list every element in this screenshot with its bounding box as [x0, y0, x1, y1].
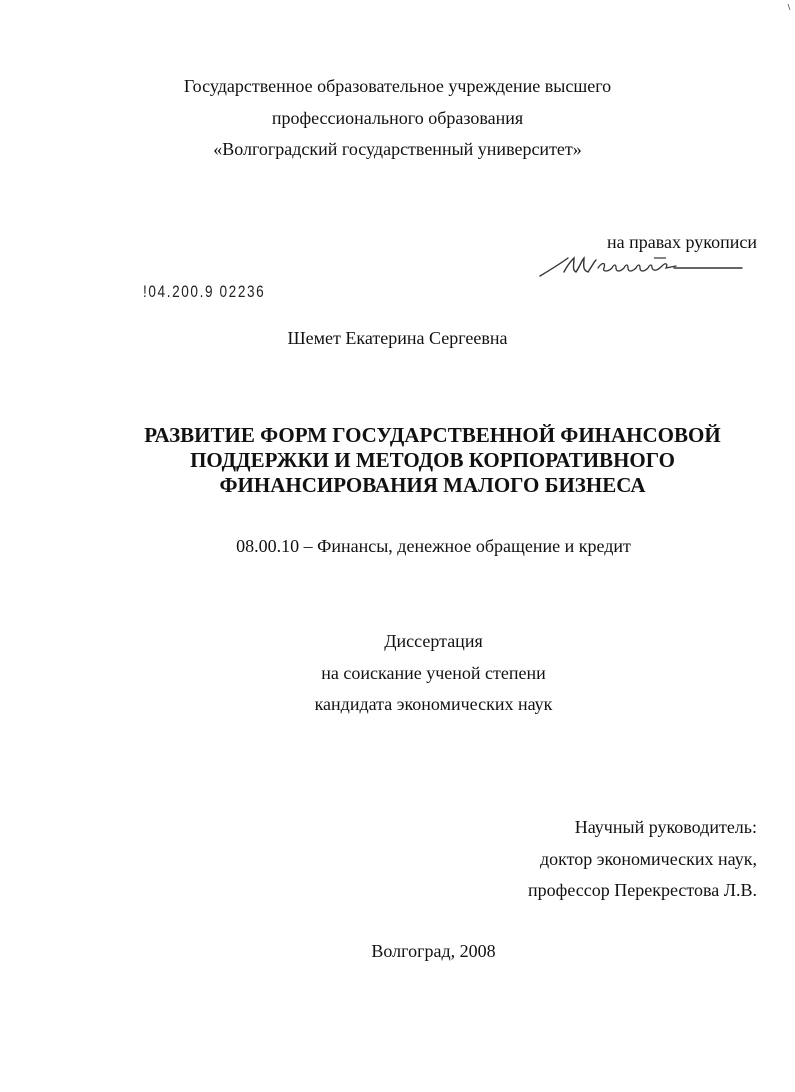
- degree-line-1: Диссертация: [384, 631, 483, 651]
- place-and-year: Волгоград, 2008: [371, 941, 496, 961]
- dissertation-title-line-3: ФИНАНСИРОВАНИЯ МАЛОГО БИЗНЕСА: [219, 473, 646, 497]
- handwritten-signature: [536, 250, 746, 282]
- supervisor-label: Научный руководитель:: [574, 817, 757, 837]
- specialty-code: 08.00.10 – Финансы, денежное обращение и кредит: [236, 536, 631, 556]
- institution-line-1: Государственное образовательное учреждение высшего: [183, 76, 612, 96]
- author-name: Шемет Екатерина Сергеевна: [287, 328, 508, 348]
- scan-mark-icon: [787, 4, 791, 10]
- supervisor-degree: доктор экономических наук,: [540, 849, 757, 869]
- dissertation-title-line-1: РАЗВИТИЕ ФОРМ ГОСУДАРСТВЕННОЙ ФИНАНСОВОЙ: [144, 423, 721, 447]
- institution-line-3: «Волгоградский государственный университет»: [213, 139, 582, 159]
- dissertation-title-line-2: ПОДДЕРЖКИ И МЕТОДОВ КОРПОРАТИВНОГО: [190, 448, 675, 472]
- institution-line-2: профессионального образования: [271, 108, 524, 128]
- manuscript-note: на правах рукописи: [607, 232, 757, 252]
- degree-line-3: кандидата экономических наук: [314, 694, 553, 714]
- supervisor-name: профессор Перекрестова Л.В.: [528, 880, 757, 900]
- catalog-number: !04.200.9 02236: [143, 282, 266, 301]
- degree-line-2: на соискание ученой степени: [321, 663, 546, 683]
